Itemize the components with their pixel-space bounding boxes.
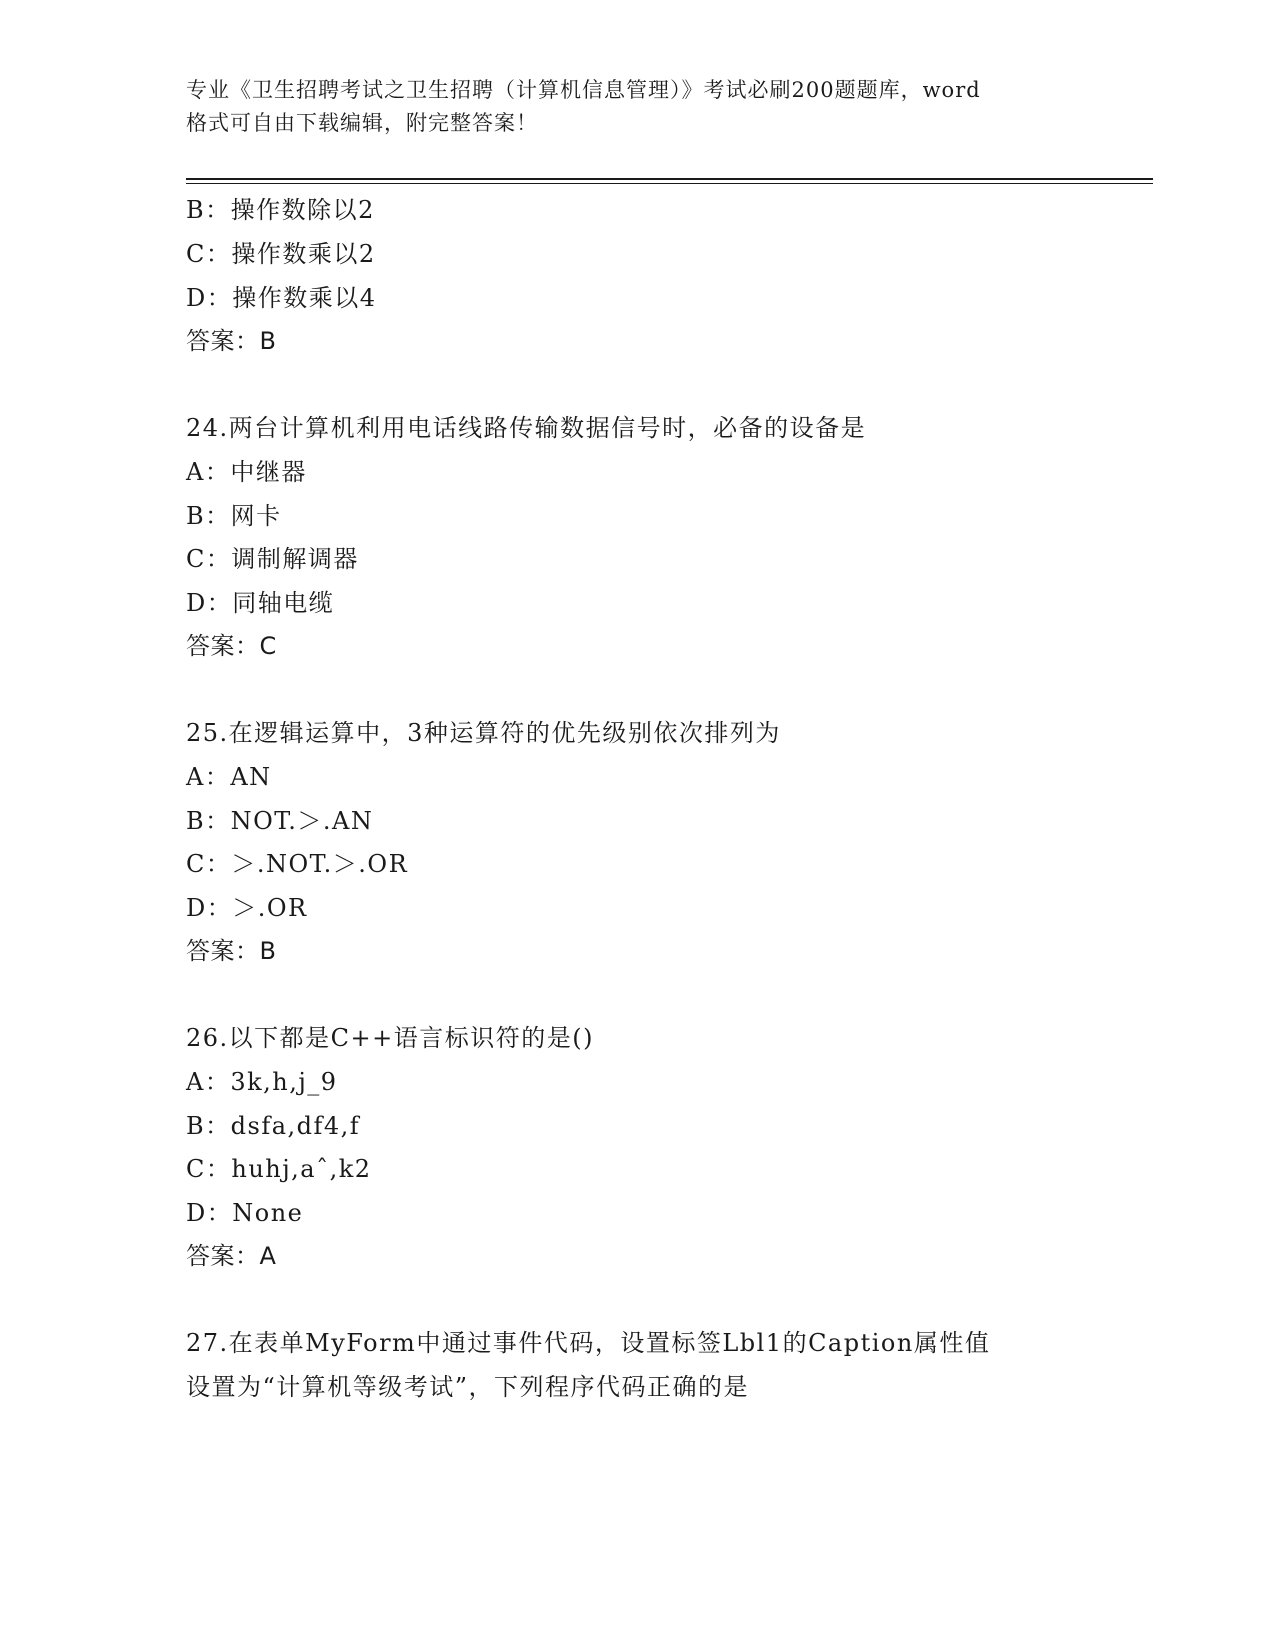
q24-answer: 答案：C: [186, 632, 277, 660]
q26-question: 26.以下都是C++语言标识符的是(): [186, 1024, 594, 1052]
q24-option-a: A：中继器: [186, 458, 307, 486]
q26-option-b: B：dsfa,df4,f: [186, 1112, 361, 1140]
q26-answer: 答案：A: [186, 1242, 277, 1270]
q25-question: 25.在逻辑运算中，3种运算符的优先级别依次排列为: [186, 719, 781, 747]
q23-option-d: D：操作数乘以4: [186, 284, 377, 312]
q26-option-a: A：3k,h,j_9: [186, 1068, 338, 1096]
q27-question-line-2: 设置为“计算机等级考试”，下列程序代码正确的是: [186, 1373, 750, 1401]
q25-option-b: B：NOT.＞.AN: [186, 807, 374, 835]
q26-option-d: D：None: [186, 1199, 304, 1227]
header-line-2: 格式可自由下载编辑，附完整答案！: [186, 111, 538, 135]
q24-option-c: C：调制解调器: [186, 545, 359, 573]
q24-question: 24.两台计算机利用电话线路传输数据信号时，必备的设备是: [186, 414, 867, 442]
q23-option-c: C：操作数乘以2: [186, 240, 376, 268]
q25-answer: 答案：B: [186, 937, 277, 965]
q25-option-a: A：AN: [186, 763, 272, 791]
q24-option-d: D：同轴电缆: [186, 589, 335, 617]
document-header: [186, 74, 1086, 140]
q25-option-c: C：＞.NOT.＞.OR: [186, 850, 409, 878]
q23-answer: 答案：B: [186, 327, 277, 355]
header-divider-thick: [186, 178, 1153, 180]
header-divider-thin: [186, 183, 1153, 184]
q25-option-d: D：＞.OR: [186, 894, 308, 922]
header-line-1: 专业《卫生招聘考试之卫生招聘（计算机信息管理）》考试必刷200题题库，word: [186, 78, 981, 102]
q26-option-c: C：huhj,aˆ,k2: [186, 1155, 372, 1183]
q23-option-b: B：操作数除以2: [186, 196, 375, 224]
q24-option-b: B：网卡: [186, 502, 282, 530]
q27-question-line-1: 27.在表单MyForm中通过事件代码，设置标签Lbl1的Caption属性值: [186, 1329, 991, 1357]
